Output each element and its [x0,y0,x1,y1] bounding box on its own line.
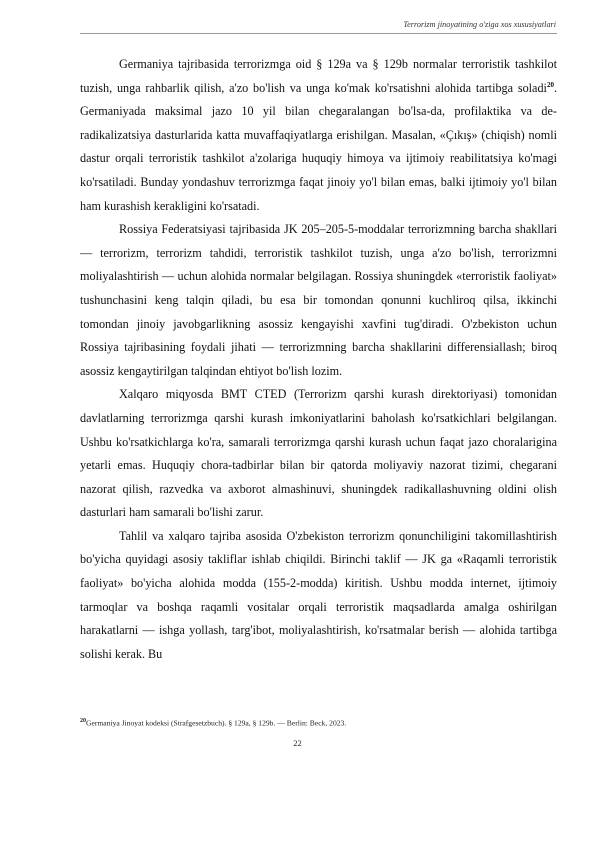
footnote-reference[interactable]: 20 [546,80,554,89]
page-body [80,53,557,666]
paragraph-text: Germaniya tajribasida terrorizmga oid § 129a va § 129b normalar terroristik tashkilot tuzish, unga rahbarlik qilish, a'zo bo'lish va unga ko'mak ko'rsatishni alohida tartibga soladi [80,57,557,95]
running-header: Terrorizm jinoyatining o'ziga xos xususiyatlari [403,20,556,29]
paragraph-text: . Germaniyada maksimal jazo 10 yil bilan chegaralangan bo'lsa-da, profilaktika va de-radikalizatsiya dasturlarida katta muvaffaqiyatlarga erishilgan. Masalan, «Çıkış» (chiqish) nomli dastur orqali terroristik tashkilot a'zolariga huquqiy himoya va ijtimoiy reabilitatsiya ko'magi ko'rsatiladi. Bunday yondashuv terrorizmga faqat jinoiy yo'l bilan emas, balki ijtimoiy yo'l bilan ham kurashish kerakligini ko'rsatadi. [80,80,557,213]
paragraph-proposals: Tahlil va xalqaro tajriba asosida O'zbekiston terrorizm qonunchiligini takomillashtirish bo'yicha quyidagi asosiy takliflar ishlab chiqildi. Birinchi taklif — JK ga «Raqamli terroristik faoliyat» bo'yicha alohida modda (155-2-modda) kiritish. Ushbu modda internet, ijtimoiy tarmoqlar va boshqa raqamli vositalar orqali terroristik maqsadlarda amalga oshirilgan harakatlarni — ishga yollash, targ'ibot, moliyalashtirish, ko'rsatmalar berish — alohida tartibga solishi kerak. Bu [80,528,557,661]
footnote-text: Germaniya Jinoyat kodeksi (Strafgesetzbuch). § 129a, § 129b. — Berlin: Beck, 2023. [86,718,347,728]
header-divider [80,33,557,34]
page-number: 22 [293,738,302,748]
paragraph-russia: Rossiya Federatsiyasi tajribasida JK 205–205-5-moddalar terrorizmning barcha shakllari — terrorizm, terrorizm tahdidi, terroristik tashkilot tuzish, unga a'zo bo'lish, terrorizmni moliyalashtirish — uchun alohida normalar belgilagan. Rossiya shuningdek «terroristik faoliyat» tushunchasini keng talqin qiladi, bu esa bir tomondan qonunni kuchliroq qilsa, ikkinchi tomondan jinoiy javobgarlikning asossiz kengayishi xavfini tug'diradi. O'zbekiston uchun Rossiya tajribasining foydali jihati — terrorizmning barcha shakllarini differensiallash; biroq asossiz kengaytirilgan talqindan ehtiyot bo'lish lozim. [80,222,557,378]
footnote-marker: 20 [80,718,86,724]
paragraph-international: Xalqaro miqyosda BMT CTED (Terrorizm qarshi kurash direktoriyasi) tomonidan davlatlarning terrorizmga qarshi kurash imkoniyatlarini baholash ko'rsatkichlari belgilangan. Ushbu ko'rsatkichlarga ko'ra, samarali terrorizmga qarshi kurash uchun faqat jazo choralarigina yetarli emas. Huquqiy chora-tadbirlar bilan bir qatorda moliyaviy nazorat tizimi, chegarani nazorat qilish, razvedka va axborot almashinuvi, shuningdek radikallashuvning oldini olish dasturlari ham samarali bo'lishi zarur. [80,387,557,520]
footnote [80,716,557,729]
paragraph-germany [80,53,557,218]
